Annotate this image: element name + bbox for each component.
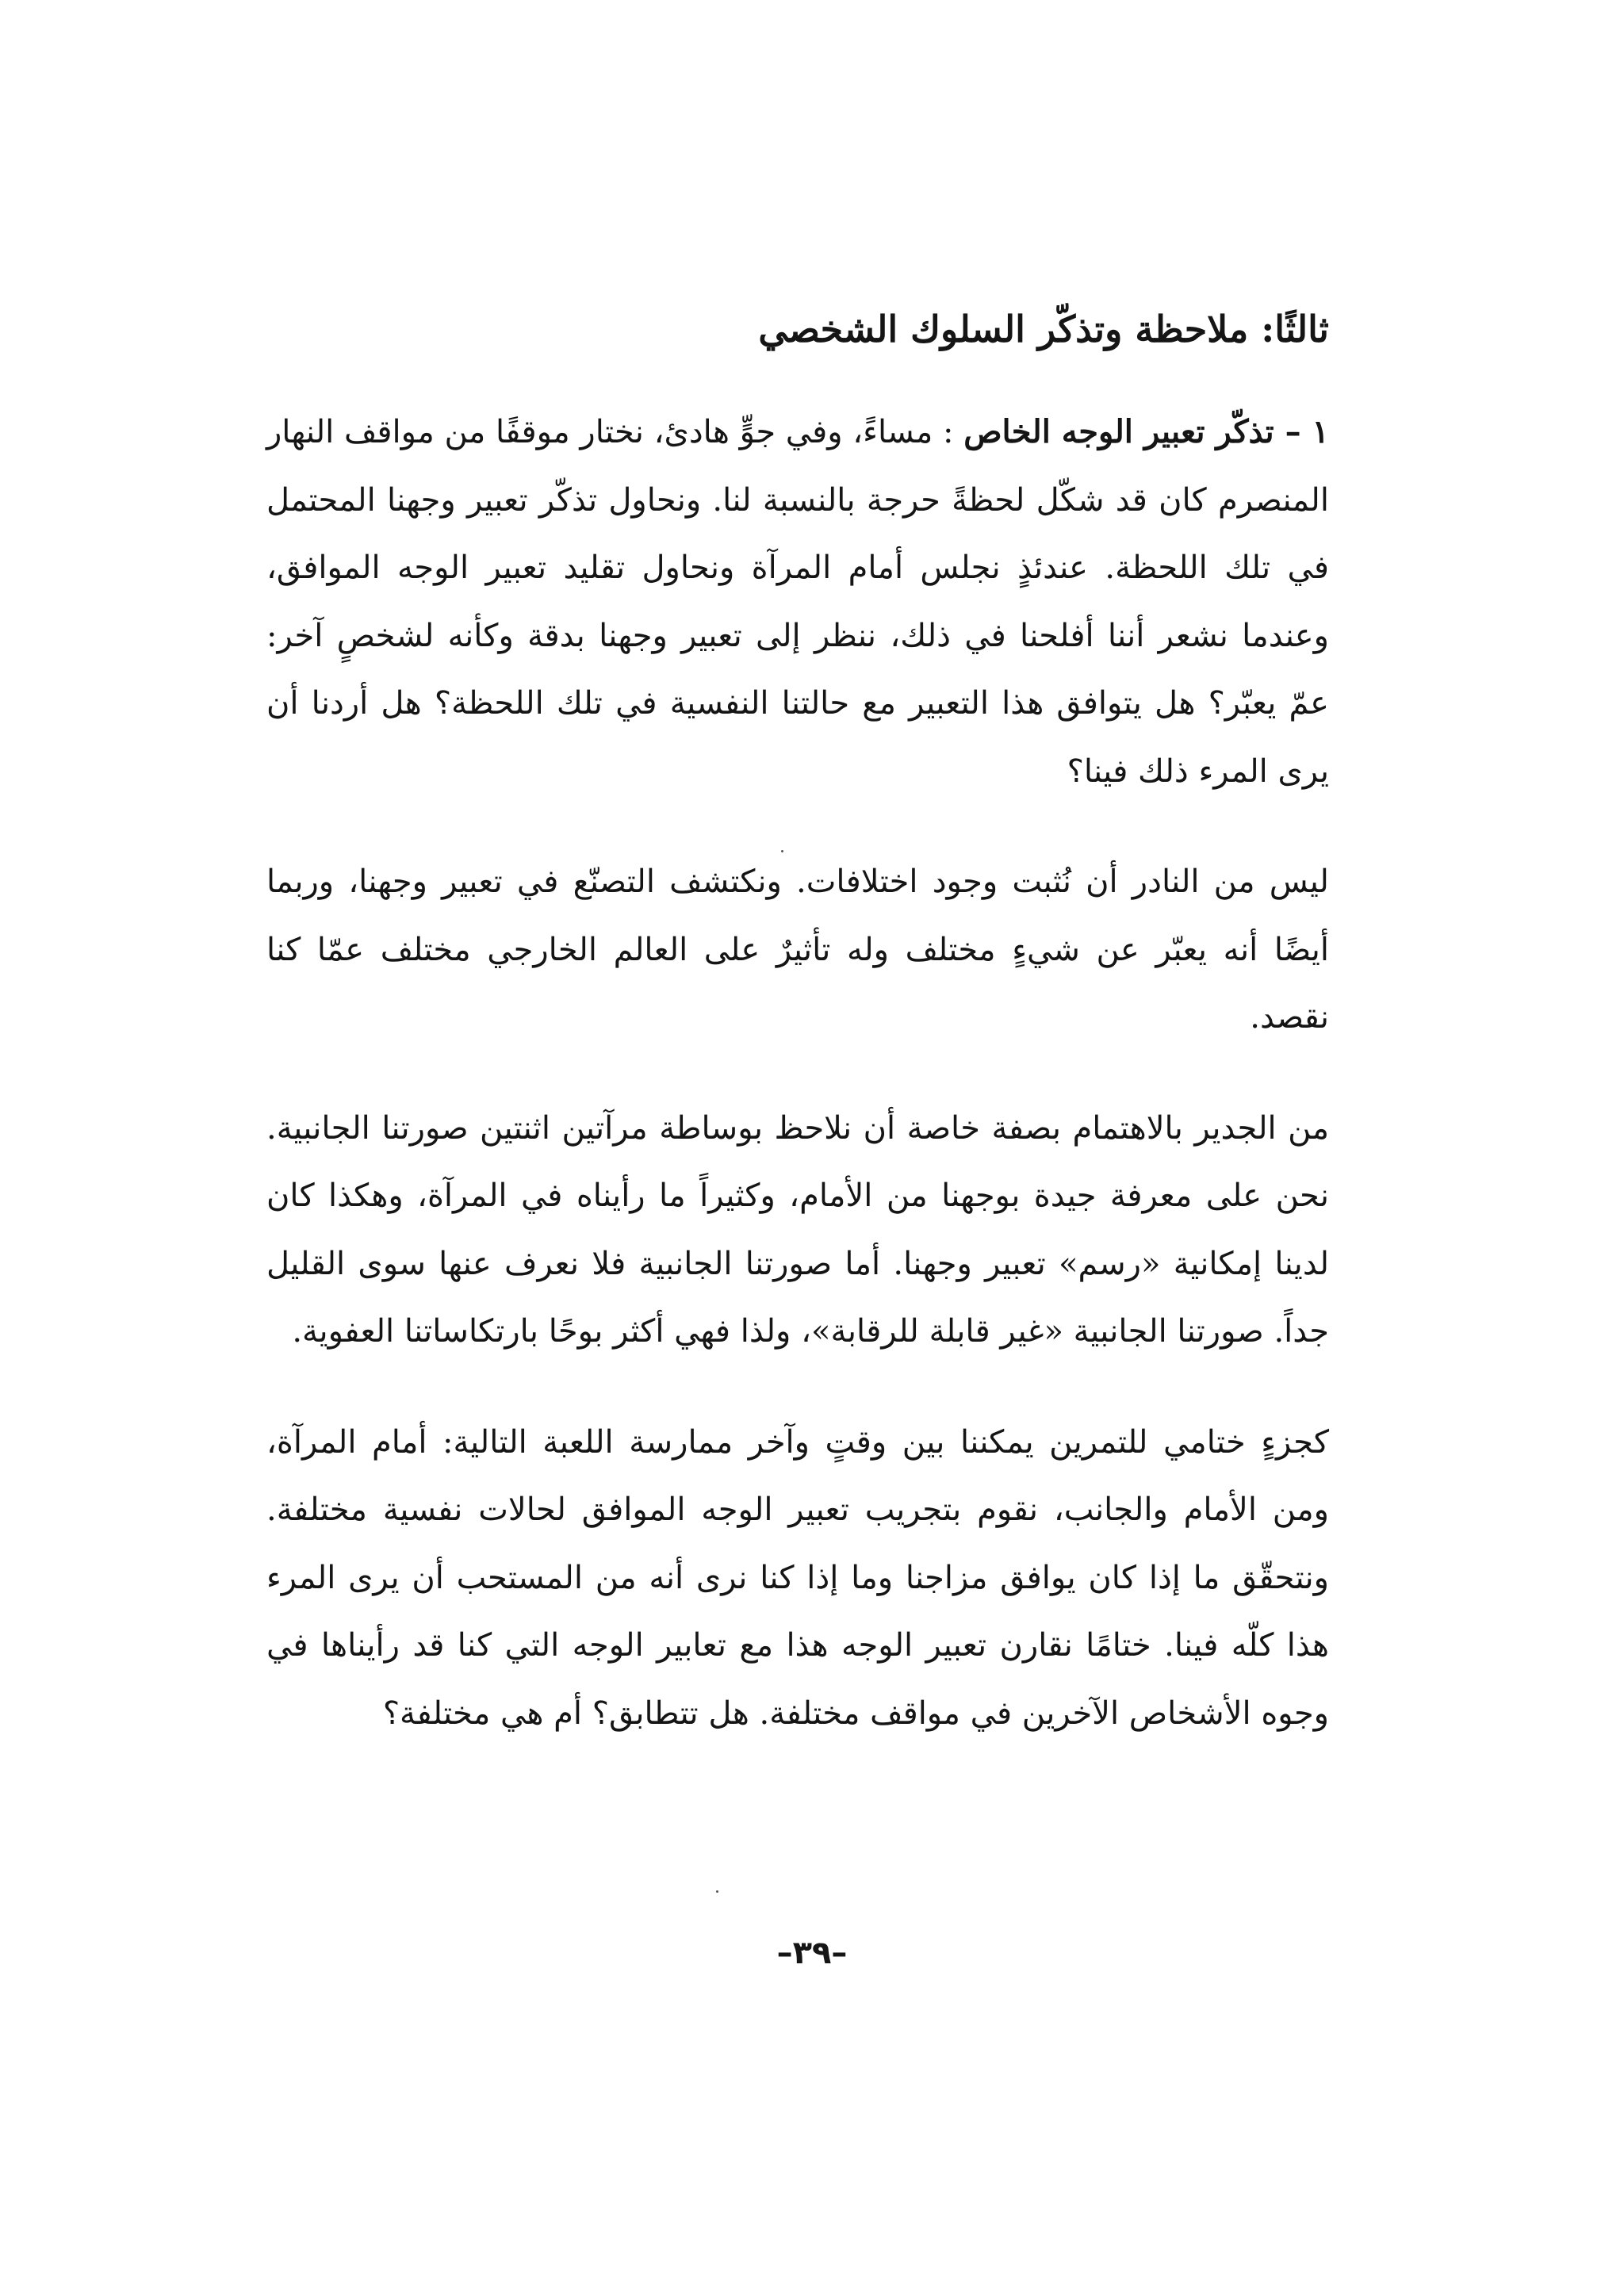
paragraph-1-text: : مساءً، وفي جوٍّ هادئ، نختار موقفًا من مواقف النهار المنصرم كان قد شكّل لحظةً حرجة بالنسبة لنا. ونحاول تذكّر تعبير وجهنا المحتمل في تلك اللحظة. عندئذٍ نجلس أمام المرآة ونحاول تقليد تعبير الوجه الموافق، وعندما نشعر أننا أفلحنا في ذلك، ننظر إلى تعبير وجهنا بدقة وكأنه لشخصٍ آخر: عمّ يعبّر؟ هل يتوافق هذا التعبير مع حالتنا النفسية في تلك اللحظة؟ هل أردنا أن يرى المرء ذلك فينا؟ bbox=[266, 414, 1329, 790]
page-body bbox=[266, 301, 1329, 1790]
paragraph-2: ليس من النادر أن نُثبت وجود اختلافات. ونكتشف التصنّع في تعبير وجهنا، وربما أيضًا أنه يعبّر عن شيءٍ مختلف وله تأثيرٌ على العالم الخارجي مختلف عمّا كنا نقصد. bbox=[266, 864, 1329, 1036]
paragraph-1 bbox=[266, 398, 1329, 806]
scan-speck bbox=[781, 850, 783, 852]
paragraph-3: من الجدير بالاهتمام بصفة خاصة أن نلاحظ بوساطة مرآتين اثنتين صورتنا الجانبية. نحن على معرفة جيدة بوجهنا من الأمام، وكثيراً ما رأيناه في المرآة، وهكذا كان لدينا إمكانية «رسم» تعبير وجهنا. أما صورتنا الجانبية فلا نعرف عنها سوى القليل جداً. صورتنا الجانبية «غير قابلة للرقابة»، ولذا فهي أكثر بوحًا بارتكاساتنا العفوية. bbox=[266, 1109, 1329, 1350]
paragraph-1-lead: ١ – تذكّر تعبير الوجه الخاص bbox=[963, 413, 1329, 450]
section-heading: ثالثًا: ملاحظة وتذكّر السلوك الشخصي bbox=[758, 308, 1329, 350]
scan-speck bbox=[716, 1890, 718, 1893]
page-number: –٣٩– bbox=[776, 1935, 848, 1971]
paragraph-4: كجزءٍ ختامي للتمرين يمكننا بين وقتٍ وآخر ممارسة اللعبة التالية: أمام المرآة، ومن الأمام والجانب، نقوم بتجريب تعبير الوجه الموافق لحالات نفسية مختلفة. ونتحقّق ما إذا كان يوافق مزاجنا وما إذا كنا نرى أنه من المستحب أن يرى المرء هذا كلّه فينا. ختامًا نقارن تعبير الوجه هذا مع تعابير الوجه التي كنا قد رأيناها في وجوه الأشخاص الآخرين في مواقف مختلفة. هل تتطابق؟ أم هي مختلفة؟ bbox=[266, 1423, 1329, 1732]
